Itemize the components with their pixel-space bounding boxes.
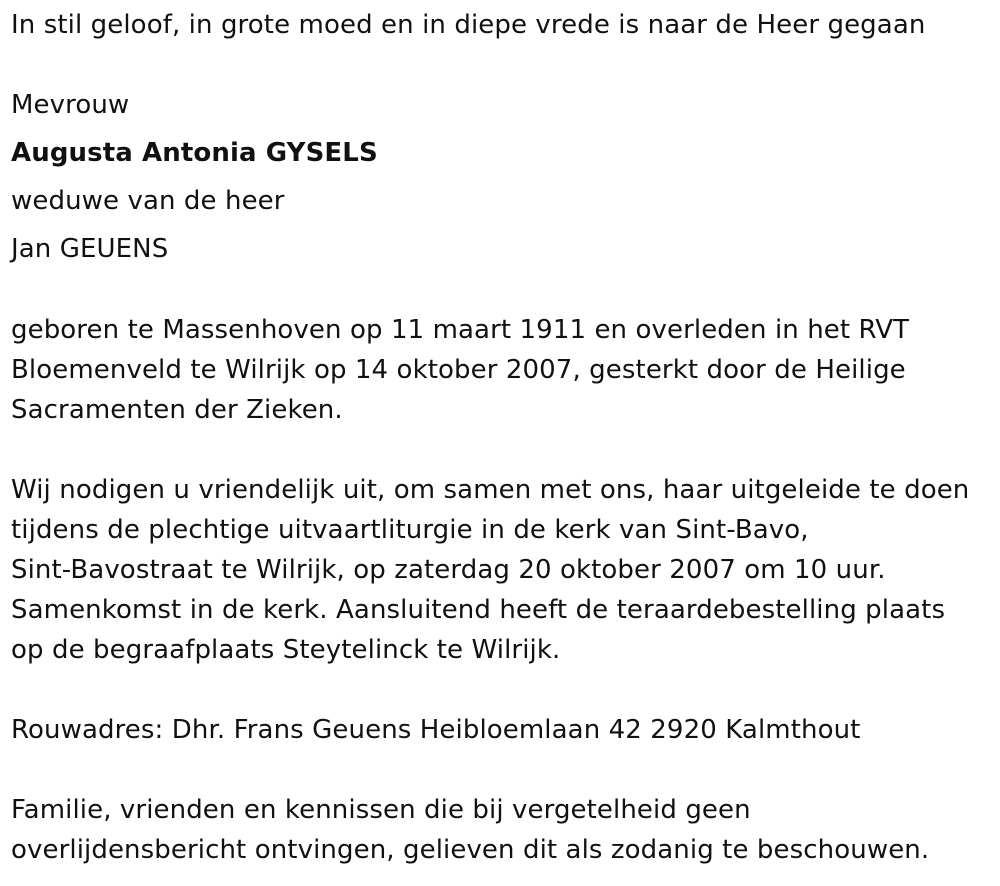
closing-line: overlijdensbericht ontvingen, gelieven dit als zodanig te beschouwen. xyxy=(11,835,930,865)
birth-death-line: Bloemenveld te Wilrijk op 14 oktober 2007, gesterkt door de Heilige xyxy=(11,355,906,385)
birth-death-line: geboren te Massenhoven op 11 maart 1911 en overleden in het RVT xyxy=(11,315,910,345)
birth-death-line: Sacramenten der Zieken. xyxy=(11,395,343,425)
mourning-address: Rouwadres: Dhr. Frans Geuens Heibloemlaan 42 2920 Kalmthout xyxy=(11,715,861,745)
invitation-line: tijdens de plechtige uitvaartliturgie in de kerk van Sint-Bavo, xyxy=(11,515,809,545)
title-prefix: Mevrouw xyxy=(11,90,130,120)
invitation-line: Wij nodigen u vriendelijk uit, om samen met ons, haar uitgeleide te doen xyxy=(11,475,970,505)
deceased-name: Augusta Antonia GYSELS xyxy=(11,138,378,168)
closing-line: Familie, vrienden en kennissen die bij vergetelheid geen xyxy=(11,795,751,825)
invitation-line: Sint-Bavostraat te Wilrijk, op zaterdag 20 oktober 2007 om 10 uur. xyxy=(11,555,886,585)
invitation-line: Samenkomst in de kerk. Aansluitend heeft de teraardebestelling plaats xyxy=(11,595,946,625)
invitation-line: op de begraafplaats Steytelinck te Wilrijk. xyxy=(11,635,561,665)
relation-text: weduwe van de heer xyxy=(11,186,285,216)
opening-line: In stil geloof, in grote moed en in diepe vrede is naar de Heer gegaan xyxy=(11,10,926,40)
spouse-name: Jan GEUENS xyxy=(11,234,169,264)
